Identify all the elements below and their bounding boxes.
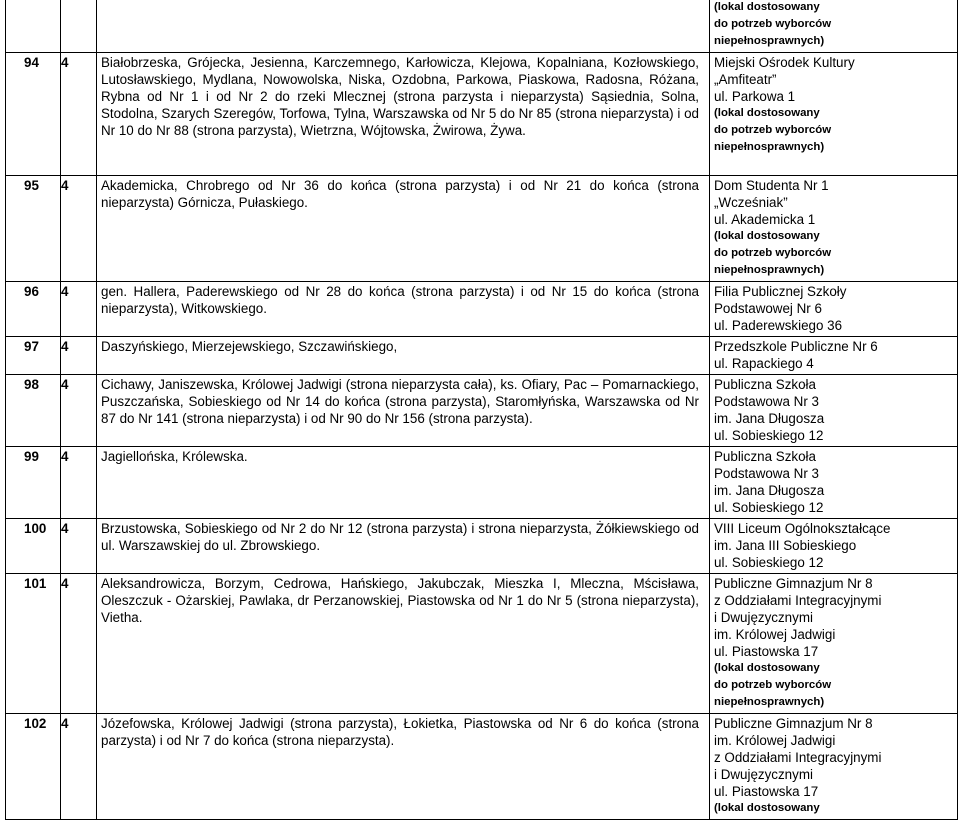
district-number: 95 bbox=[6, 176, 61, 282]
district-number: 101 bbox=[6, 574, 61, 714]
polling-location bbox=[710, 574, 958, 714]
location-line: Podstawowa Nr 3 bbox=[714, 466, 819, 481]
location-line: (lokal dostosowany bbox=[714, 1, 820, 13]
polling-location bbox=[710, 282, 958, 337]
district-number: 100 bbox=[6, 519, 61, 574]
cell-streets-empty bbox=[97, 0, 710, 53]
location-line: (lokal dostosowany bbox=[714, 802, 820, 814]
location-line: im. Jana Długosza bbox=[714, 411, 825, 426]
location-line: ul. Rapackiego 4 bbox=[714, 356, 814, 371]
district-code: 4 bbox=[61, 574, 97, 714]
cell-district-empty bbox=[61, 0, 97, 53]
polling-location bbox=[710, 53, 958, 176]
district-code: 4 bbox=[61, 447, 97, 519]
district-number: 99 bbox=[6, 447, 61, 519]
location-line: do potrzeb wyborców bbox=[714, 124, 832, 136]
streets-list: Akademicka, Chrobrego od Nr 36 do końca (strona parzysta) i od Nr 21 do końca (strona nieparzysta) Górnicza, Pułaskiego. bbox=[97, 176, 710, 282]
cell-number-empty bbox=[6, 0, 61, 53]
location-line: Przedszkole Publiczne Nr 6 bbox=[714, 339, 878, 354]
district-number: 102 bbox=[6, 714, 61, 820]
location-line: „Wcześniak” bbox=[714, 195, 788, 210]
table-row bbox=[6, 282, 958, 337]
table-row bbox=[6, 53, 958, 176]
location-line: Miejski Ośrodek Kultury bbox=[714, 55, 855, 70]
polling-location bbox=[710, 337, 958, 375]
table-row bbox=[6, 714, 958, 820]
district-number: 98 bbox=[6, 375, 61, 447]
location-line: Publiczne Gimnazjum Nr 8 bbox=[714, 716, 873, 731]
district-code: 4 bbox=[61, 375, 97, 447]
district-code: 4 bbox=[61, 337, 97, 375]
location-line: VIII Liceum Ogólnokształcące bbox=[714, 521, 891, 536]
location-line: Publiczna Szkoła bbox=[714, 377, 816, 392]
polling-location bbox=[710, 176, 958, 282]
location-line: Podstawowej Nr 6 bbox=[714, 301, 822, 316]
streets-list: gen. Hallera, Paderewskiego od Nr 28 do końca (strona parzysta) i od Nr 15 do końca (strona nieparzysta), Witkowskiego. bbox=[97, 282, 710, 337]
table-row bbox=[6, 375, 958, 447]
location-line: niepełnosprawnych) bbox=[714, 141, 825, 153]
district-code: 4 bbox=[61, 519, 97, 574]
district-number: 94 bbox=[6, 53, 61, 176]
location-line: ul. Sobieskiego 12 bbox=[714, 555, 824, 570]
streets-list: Józefowska, Królowej Jadwigi (strona parzysta), Łokietka, Piastowska od Nr 6 do końca (strona parzysta) i od Nr 7 do końca (strona nieparzysta). bbox=[97, 714, 710, 820]
cell-location bbox=[710, 0, 958, 53]
location-line: z Oddziałami Integracyjnymi bbox=[714, 750, 882, 765]
location-line: im. Królowej Jadwigi bbox=[714, 627, 836, 642]
location-line: ul. Akademicka 1 bbox=[714, 212, 816, 227]
location-line: z Oddziałami Integracyjnymi bbox=[714, 593, 882, 608]
table-row bbox=[6, 447, 958, 519]
location-line: (lokal dostosowany bbox=[714, 662, 820, 674]
streets-list: Aleksandrowicza, Borzym, Cedrowa, Hańskiego, Jakubczak, Mieszka I, Mleczna, Mścisława, Oleszczuk - Ożarskiej, Pawlaka, dr Perzanowskiej, Piastowska od Nr 1 do Nr 5 (strona nieparzysta), Vietha. bbox=[97, 574, 710, 714]
polling-location bbox=[710, 714, 958, 820]
location-line: ul. Piastowska 17 bbox=[714, 784, 819, 799]
district-number: 96 bbox=[6, 282, 61, 337]
location-line: (lokal dostosowany bbox=[714, 230, 820, 242]
location-line: Publiczna Szkoła bbox=[714, 449, 816, 464]
streets-list: Białobrzeska, Grójecka, Jesienna, Karczemnego, Karłowicza, Klejowa, Kopalniana, Kozłowskiego, Lutosławskiego, Mydlana, Nowowolska, Niska, Ozdobna, Parkowa, Piaskowa, Radosna, Różana, Rybna od Nr 1 i od Nr 2 do rzeki Mlecznej (strona parzysta i nieparzysta) Sąsiednia, Solna, Stodolna, Szarych Szeregów, Torfowa, Tylna, Warszawska od Nr 5 do Nr 85 (strona nieparzysta) i od Nr 10 do Nr 88 (strona parzysta), Wietrzna, Wójtowska, Żwirowa, Żywa. bbox=[97, 53, 710, 176]
location-line: ul. Sobieskiego 12 bbox=[714, 428, 824, 443]
location-line: im. Jana Długosza bbox=[714, 483, 825, 498]
location-line: i Dwujęzycznymi bbox=[714, 610, 813, 625]
location-line: „Amfiteatr” bbox=[714, 72, 777, 87]
location-line: niepełnosprawnych) bbox=[714, 35, 825, 47]
location-line: i Dwujęzycznymi bbox=[714, 767, 813, 782]
location-line: ul. Parkowa 1 bbox=[714, 89, 796, 104]
polling-location bbox=[710, 519, 958, 574]
location-line: Filia Publicznej Szkoły bbox=[714, 284, 847, 299]
table-row-continuation bbox=[6, 0, 958, 53]
streets-list: Cichawy, Janiszewska, Królowej Jadwigi (strona nieparzysta cała), ks. Ofiary, Pac – Pomarnackiego, Puszczańska, Sobieskiego od Nr 14 do końca (strona parzysta), Staromłyńska, Warszawska od Nr 87 do Nr 141 (strona nieparzysta) i od Nr 90 do Nr 156 (strona parzysta). bbox=[97, 375, 710, 447]
location-line: niepełnosprawnych) bbox=[714, 264, 825, 276]
district-code: 4 bbox=[61, 282, 97, 337]
location-line: do potrzeb wyborców bbox=[714, 247, 832, 259]
location-line: ul. Paderewskiego 36 bbox=[714, 318, 843, 333]
table-row bbox=[6, 574, 958, 714]
polling-location bbox=[710, 447, 958, 519]
location-line: Publiczne Gimnazjum Nr 8 bbox=[714, 576, 873, 591]
location-line: im. Królowej Jadwigi bbox=[714, 733, 836, 748]
district-code: 4 bbox=[61, 176, 97, 282]
location-line: ul. Piastowska 17 bbox=[714, 644, 819, 659]
location-line: Podstawowa Nr 3 bbox=[714, 394, 819, 409]
district-code: 4 bbox=[61, 714, 97, 820]
streets-list: Brzustowska, Sobieskiego od Nr 2 do Nr 12 (strona parzysta) i strona nieparzysta, Żółkiewskiego od ul. Warszawskiej do ul. Zbrowskiego. bbox=[97, 519, 710, 574]
location-line: niepełnosprawnych) bbox=[714, 696, 825, 708]
streets-list: Daszyńskiego, Mierzejewskiego, Szczawińskiego, bbox=[97, 337, 710, 375]
electoral-districts-table bbox=[5, 0, 958, 820]
table-row bbox=[6, 337, 958, 375]
polling-location bbox=[710, 375, 958, 447]
district-code: 4 bbox=[61, 53, 97, 176]
location-line: (lokal dostosowany bbox=[714, 107, 820, 119]
location-line: ul. Sobieskiego 12 bbox=[714, 500, 824, 515]
location-line: Dom Studenta Nr 1 bbox=[714, 178, 829, 193]
location-line: im. Jana III Sobieskiego bbox=[714, 538, 857, 553]
table-row bbox=[6, 176, 958, 282]
location-line: do potrzeb wyborców bbox=[714, 679, 832, 691]
streets-list: Jagiellońska, Królewska. bbox=[97, 447, 710, 519]
district-number: 97 bbox=[6, 337, 61, 375]
location-line: do potrzeb wyborców bbox=[714, 18, 832, 30]
table-row bbox=[6, 519, 958, 574]
